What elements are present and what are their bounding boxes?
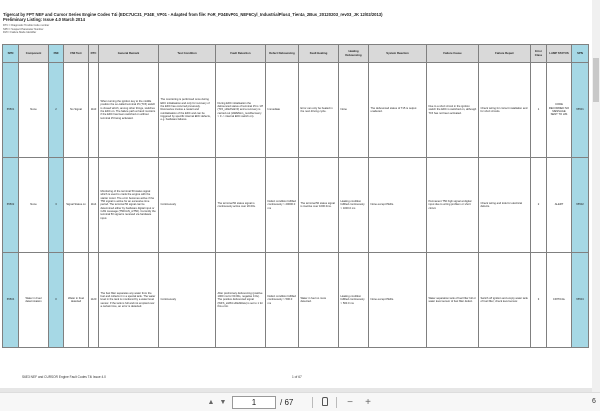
column-header: LAMP STATUS (547, 45, 572, 63)
general-remark-cell: Monitoring of the terminal 50 status signal which is used to crank the engine with the starter motor. The error becomes active if the T50 signal is active for an excessive time period. The terminal 50 signal can be determined either by hardware digital input or CAN message (T50CAN_stT50). Currently the terminal 50 signal is received via hardware input. (99, 158, 159, 253)
system-reaction-cell: None except PEDs. (369, 158, 427, 253)
abbreviation-legend (3, 24, 49, 35)
chevron-down-icon: ▼ (219, 399, 227, 406)
healing-debouncing-cell: None (339, 63, 369, 158)
defect-debouncing-cell: Defect condition fulfilled continuously > 20000.0 ms (266, 158, 299, 253)
hand-tool-icon[interactable] (322, 397, 328, 406)
failure-repair-cell: Check wiring for correct installation and for short circuits. (479, 63, 531, 158)
document-title: Tigercat by FPT NEF and Cursor Series Engine Codes T4i (EDC7UC31_P34E_VP01 - Adapted from file: FoR_P34EvP01_NEF6Cyl_IndustrialPlus4_Tier4a_2Bus_20120203_rev03_JK 12/02/2013) (3, 12, 383, 17)
column-header: FMI (49, 45, 64, 63)
general-remark-cell: When turning the ignition key to the middle position the so-called terminal 15 (T15) switch is closed which, among other things, switches the EDC on. The failure path at hand monitors if the EDC has been switched on without terminal 15 being activated. (99, 63, 159, 158)
column-header: Failure Repair (479, 45, 531, 63)
lamp-status-cell: CODE RECORDED NO MESSAGE SENT TO HIS (547, 63, 572, 158)
fault-healing-cell: The terminal 50 status signal is inactive over 1000.0ms. (299, 158, 339, 253)
error-class-cell: 2 (531, 158, 547, 253)
failure-cause-cell: Water separation tank of fuel filter full or water level sensor of fuel filter defect. (427, 253, 479, 348)
legend-line: FMI = Failure Mode Identifier (3, 31, 37, 35)
lamp-status-cell: ALERT (547, 158, 572, 253)
column-header: SPN (572, 45, 589, 63)
fmi-cell: 3 (49, 158, 64, 253)
general-remark-cell: The fuel filter separates any water from the fuel and collects it in a special tank. The water level in the tank is monitored by a water level sensor. If the tank is full and not emptied over a certain time, an error is detected. (99, 253, 159, 348)
dtc-cell: 1114 (89, 158, 99, 253)
column-header: Fault Healing (299, 45, 339, 63)
lamp-status-cell: CRITICAL (547, 253, 572, 348)
legend-line: DTC = Diagnostic Trouble Code number (3, 24, 50, 27)
chevron-up-icon: ▲ (207, 399, 215, 406)
spn-cell: 65501 (3, 63, 19, 158)
fmi-cell: 0 (49, 253, 64, 348)
spn-cell: 65502 (3, 158, 19, 253)
healing-debouncing-cell: Healing condition fulfilled continuously > 1000.0 ms (339, 158, 369, 253)
zoom-in-icon: + (365, 397, 371, 408)
test-condition-cell: The monitoring is performed once during EDC initialisation and only for recovery of the EDC has occurred previously. Recoveries involve a restart and reinitialisation of the EDC and can be triggered by specific internal EDC defects, e.g. hardware failures. (159, 63, 216, 158)
fault-detection-cell: During EDC initialisation the debounced status of terminal 15 is 'off' (T15_stDebVal=0) and a recovery is carried out (HWEMon_numRecovery > 0 -> internal EDC switch on). (216, 63, 266, 158)
zoom-out-icon: − (347, 397, 353, 408)
dtc-cell: 1110 (89, 63, 99, 158)
table-row (3, 253, 589, 348)
test-condition-cell: Continuously (159, 158, 216, 253)
failure-repair-cell: Switch off ignition and empty water tank of fuel filter; check level sensor. (479, 253, 531, 348)
column-header: Test Condition (159, 45, 216, 63)
vertical-scrollbar[interactable] (592, 0, 600, 392)
corner-indicator: 6 (592, 398, 596, 405)
fmi-text-cell: Water in Fuel detected (64, 253, 89, 348)
fault-code-table (2, 44, 589, 348)
column-header: Fault Detection (216, 45, 266, 63)
next-page-button[interactable] (218, 396, 228, 409)
spn-cell: 65501 (572, 63, 589, 158)
table-header-row (3, 45, 589, 63)
error-class-cell: 1 (531, 63, 547, 158)
zoom-out-button[interactable] (344, 396, 356, 409)
defect-debouncing-cell: Defect condition fulfilled continuously > 500.0 ms (266, 253, 299, 348)
page-number-input[interactable] (232, 396, 276, 409)
column-header: Component (19, 45, 49, 63)
column-header: Defect Debouncing (266, 45, 299, 63)
table-row (3, 63, 589, 158)
scrollbar-thumb[interactable] (593, 58, 599, 102)
table-row (3, 158, 589, 253)
previous-page-button[interactable] (206, 396, 216, 409)
footer-page-number: 1 of 67 (292, 375, 302, 379)
column-header: DTC (89, 45, 99, 63)
system-reaction-cell: The debounced status of T15 is output unaltered. (369, 63, 427, 158)
toolbar-divider (336, 397, 337, 408)
spn-cell: 65504 (572, 253, 589, 348)
fault-healing-cell: Error can only be healed in the next driving cycle. (299, 63, 339, 158)
legend-line: SPN = Suspect Parameter Number (3, 27, 44, 31)
fault-healing-cell: Water in fuel no more detected. (299, 253, 339, 348)
fmi-text-cell: Signal Status on (64, 158, 89, 253)
error-class-cell: 3 (531, 253, 547, 348)
column-header: Failure Cause (427, 45, 479, 63)
failure-cause-cell: Due to a short circuit in the ignition switch the EDC is switched on, although T15 has not been activated. (427, 63, 479, 158)
current-page-value: 1 (251, 398, 257, 407)
component-cell: None (19, 63, 49, 158)
fmi-cell: 2 (49, 63, 64, 158)
column-header: SPN (3, 45, 19, 63)
failure-cause-cell: Permanent T50 high signal at digital input due to wiring problem or short circuit. (427, 158, 479, 253)
test-condition-cell: Continuously (159, 253, 216, 348)
column-header: System Reaction (369, 45, 427, 63)
fault-detection-cell: The terminal 50 status signal is continuously active over 20.00s. (216, 158, 266, 253)
spn-cell: 65502 (572, 158, 589, 253)
footer-document-name: S6E3 NEF and CURSOR Engine Fault Codes T4i Issue 4.0 (22, 375, 106, 379)
column-header: Healing Debouncing (339, 45, 369, 63)
fmi-text-cell: No Signal (64, 63, 89, 158)
failure-repair-cell: Check wiring and look for electrical defects. (479, 158, 531, 253)
column-header: General Remark (99, 45, 159, 63)
zoom-in-button[interactable] (362, 396, 374, 409)
fault-detection-cell: After preliminary debouncing (positive 1000 ms for 60.00s, negative 0.0s). The positive debounced signal (WFS_stWtrLvlDebRaw) is set to 1 for this error. (216, 253, 266, 348)
dtc-cell: 1120 (89, 253, 99, 348)
component-cell: Water in Fuel determination (19, 253, 49, 348)
column-header: FMI Text (64, 45, 89, 63)
column-header: Error Class (531, 45, 547, 63)
healing-debouncing-cell: Healing condition fulfilled continuously > 500.0 ms (339, 253, 369, 348)
system-reaction-cell: None except PEDs. (369, 253, 427, 348)
viewer-toolbar (0, 392, 600, 411)
document-subtitle: Preliminary Listing: Issue 4.0 March 2014 (3, 17, 85, 22)
page-total: / 67 (280, 398, 294, 407)
spn-cell: 65504 (3, 253, 19, 348)
defect-debouncing-cell: Immediate (266, 63, 299, 158)
toolbar-divider (312, 397, 313, 408)
component-cell: None (19, 158, 49, 253)
